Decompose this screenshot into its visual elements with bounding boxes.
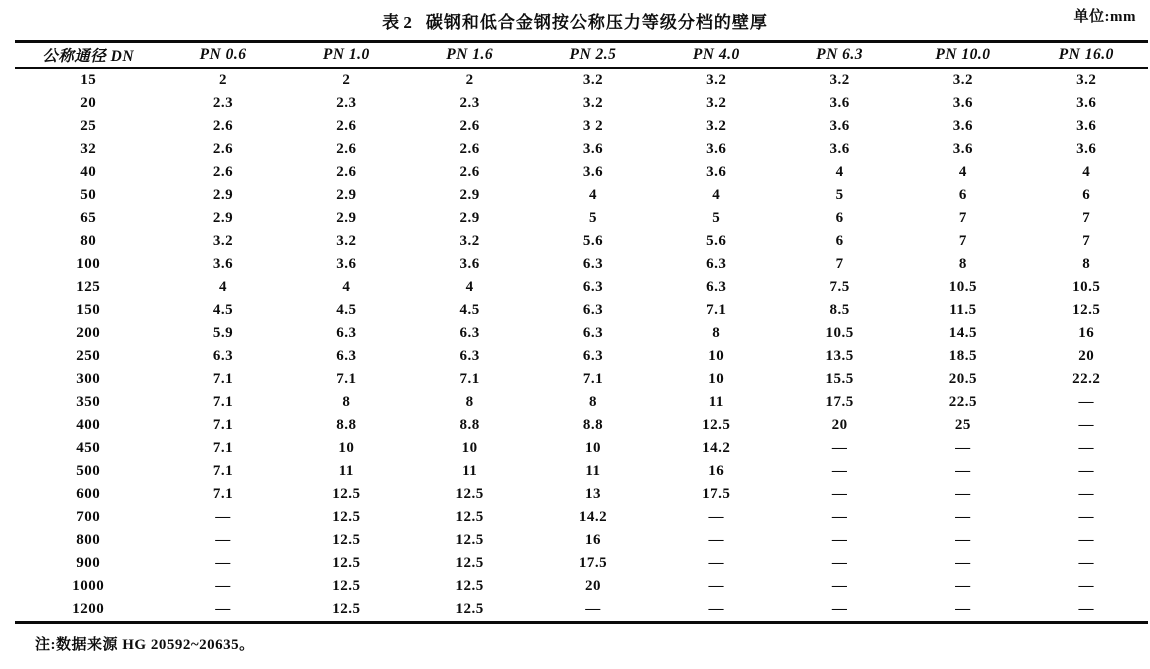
header-row <box>15 42 1148 69</box>
row-dn-value: 1000 <box>72 578 105 594</box>
table-row <box>15 391 1148 414</box>
table-row <box>15 598 1148 623</box>
thickness-cell: — <box>1078 532 1095 548</box>
thickness-cell: 12.5 <box>332 578 361 594</box>
thickness-cell: 2 <box>219 72 228 88</box>
thickness-cell: 6.3 <box>582 279 604 295</box>
thickness-cell: 7 <box>958 233 967 249</box>
thickness-cell: 20 <box>1078 348 1095 364</box>
row-dn-value: 600 <box>76 486 101 502</box>
thickness-cell: 25 <box>954 417 971 433</box>
thickness-cell: 3.6 <box>212 256 234 272</box>
thickness-cell: 7.1 <box>706 302 727 318</box>
thickness-cell: — <box>215 509 231 525</box>
thickness-cell: 6.3 <box>582 256 604 272</box>
thickness-cell: — <box>831 532 848 548</box>
thickness-cell: — <box>708 509 725 525</box>
thickness-cell: 2.3 <box>459 95 480 111</box>
thickness-cell: 6.3 <box>582 348 604 364</box>
thickness-cell: 3.2 <box>459 233 480 249</box>
thickness-cell: 3.6 <box>829 141 850 157</box>
thickness-cell: 14.2 <box>578 509 608 525</box>
thickness-cell: 4.5 <box>459 302 480 318</box>
table-row <box>15 575 1148 598</box>
thickness-cell: 12.5 <box>1072 302 1101 318</box>
thickness-cell: 3.2 <box>706 95 727 111</box>
thickness-cell: 3.2 <box>706 118 727 134</box>
thickness-cell: — <box>831 463 848 479</box>
row-dn-value: 80 <box>80 233 97 249</box>
thickness-cell: 18.5 <box>948 348 978 364</box>
thickness-cell: 10.5 <box>948 279 978 295</box>
thickness-cell: 8.5 <box>829 302 850 318</box>
table-row <box>15 184 1148 207</box>
thickness-cell: 2.6 <box>336 118 357 134</box>
column-header-pn: PN 0.6 <box>161 42 284 69</box>
thickness-cell: 3.6 <box>582 164 604 180</box>
thickness-cell: 3.2 <box>582 72 604 88</box>
thickness-cell: 6 <box>958 187 967 203</box>
thickness-cell: 12.5 <box>455 601 484 617</box>
thickness-cell: 11 <box>585 463 601 479</box>
column-header-pn: PN 6.3 <box>778 42 901 69</box>
table-row <box>15 437 1148 460</box>
thickness-cell: — <box>1078 394 1095 410</box>
thickness-cell: 7.1 <box>212 440 234 456</box>
thickness-cell: — <box>831 555 848 571</box>
thickness-cell: 4 <box>219 279 228 295</box>
thickness-cell: — <box>955 440 971 456</box>
table-title <box>0 8 1150 33</box>
thickness-cell: 3.6 <box>336 256 357 272</box>
thickness-cell: 2.9 <box>459 210 480 226</box>
thickness-cell: 4 <box>958 164 967 180</box>
row-dn-value: 700 <box>76 509 101 525</box>
row-dn-value: 15 <box>80 72 97 88</box>
column-header-pn: PN 10.0 <box>901 42 1024 69</box>
thickness-cell: 6.3 <box>212 348 234 364</box>
thickness-cell: — <box>831 486 848 502</box>
thickness-cell: — <box>1078 440 1095 456</box>
thickness-cell: 14.5 <box>948 325 978 341</box>
thickness-cell: — <box>1078 486 1095 502</box>
thickness-cell: — <box>708 555 725 571</box>
thickness-cell: 12.5 <box>332 509 361 525</box>
thickness-cell: 2.6 <box>459 118 480 134</box>
thickness-cell: 8.8 <box>459 417 480 433</box>
thickness-cell: — <box>955 578 971 594</box>
table-row <box>15 529 1148 552</box>
thickness-cell: 2.9 <box>459 187 480 203</box>
thickness-cell: 14.2 <box>702 440 731 456</box>
thickness-cell: 11 <box>462 463 478 479</box>
title-bar <box>0 0 1150 40</box>
row-dn-value: 800 <box>76 532 101 548</box>
thickness-cell: 15.5 <box>825 371 854 387</box>
thickness-cell: 4.5 <box>212 302 234 318</box>
row-dn-value: 500 <box>76 463 101 479</box>
thickness-cell: 2.6 <box>336 164 357 180</box>
row-dn-value: 40 <box>80 164 97 180</box>
thickness-cell: 5.6 <box>706 233 727 249</box>
thickness-cell: 2.6 <box>459 164 480 180</box>
thickness-cell: — <box>215 601 231 617</box>
thickness-cell: 22.5 <box>948 394 978 410</box>
thickness-cell: 2.9 <box>336 187 357 203</box>
thickness-cell: 3.2 <box>336 233 357 249</box>
thickness-cell: 3.6 <box>582 141 604 157</box>
thickness-cell: 2 <box>342 72 351 88</box>
thickness-cell: 5.6 <box>582 233 604 249</box>
thickness-cell: 8 <box>465 394 474 410</box>
table-row <box>15 276 1148 299</box>
column-header-pn: PN 16.0 <box>1025 42 1148 69</box>
thickness-cell: 2.9 <box>336 210 357 226</box>
thickness-cell: 4 <box>712 187 721 203</box>
thickness-cell: 8 <box>342 394 351 410</box>
table-caption: 碳钢和低合金钢按公称压力等级分档的壁厚 <box>425 13 768 32</box>
thickness-cell: 7.1 <box>212 417 234 433</box>
table-row <box>15 345 1148 368</box>
thickness-cell: 11 <box>708 394 724 410</box>
thickness-cell: 6.3 <box>706 256 727 272</box>
thickness-cell: 4 <box>1082 164 1091 180</box>
column-header-pn: PN 4.0 <box>655 42 778 69</box>
thickness-cell: 12.5 <box>332 486 361 502</box>
row-dn-value: 65 <box>80 210 97 226</box>
thickness-cell: 7.1 <box>212 463 234 479</box>
unit-label: 单位:mm <box>1073 9 1136 25</box>
thickness-cell: 12.5 <box>332 601 361 617</box>
thickness-cell: — <box>955 509 971 525</box>
thickness-cell: 4.5 <box>336 302 357 318</box>
row-dn-value: 1200 <box>72 601 105 617</box>
thickness-cell: 3.6 <box>1076 141 1097 157</box>
thickness-cell: 4 <box>342 279 351 295</box>
thickness-cell: 3.6 <box>459 256 480 272</box>
thickness-cell: 6 <box>835 233 844 249</box>
column-header-dn: 公称通径 DN <box>15 42 161 69</box>
thickness-cell: 3.6 <box>1076 95 1097 111</box>
thickness-cell: 3.6 <box>952 95 974 111</box>
thickness-cell: 2.9 <box>212 210 234 226</box>
table-note: 注:数据来源 HG 20592~20635。 <box>35 637 255 653</box>
table-body <box>15 68 1148 623</box>
thickness-cell: — <box>215 555 231 571</box>
thickness-cell: — <box>215 578 231 594</box>
thickness-cell: 4 <box>465 279 474 295</box>
thickness-cell: 17.5 <box>578 555 608 571</box>
row-dn-value: 200 <box>76 325 101 341</box>
table-row <box>15 414 1148 437</box>
thickness-cell: 3.6 <box>952 118 974 134</box>
table-row <box>15 115 1148 138</box>
row-dn-value: 350 <box>76 394 101 410</box>
thickness-cell: 20.5 <box>948 371 978 387</box>
thickness-cell: 13.5 <box>825 348 854 364</box>
thickness-cell: 2.6 <box>336 141 357 157</box>
row-dn-value: 250 <box>76 348 101 364</box>
table-row <box>15 253 1148 276</box>
thickness-cell: 6.3 <box>706 279 727 295</box>
thickness-cell: — <box>708 578 725 594</box>
thickness-cell: — <box>831 578 848 594</box>
thickness-cell: 7 <box>1082 233 1091 249</box>
thickness-cell: 2.6 <box>212 141 234 157</box>
thickness-cell: 16 <box>1078 325 1095 341</box>
thickness-cell: 7.5 <box>829 279 850 295</box>
thickness-cell: 2.6 <box>459 141 480 157</box>
row-dn-value: 900 <box>76 555 101 571</box>
table-header <box>15 42 1148 69</box>
thickness-cell: 7.1 <box>212 394 234 410</box>
row-dn-value: 32 <box>80 141 97 157</box>
wall-thickness-table <box>15 40 1148 624</box>
thickness-cell: 3.6 <box>829 95 850 111</box>
thickness-cell: 3.6 <box>952 141 974 157</box>
thickness-cell: 11 <box>338 463 354 479</box>
table-row <box>15 322 1148 345</box>
thickness-cell: 10 <box>708 371 725 387</box>
thickness-cell: 7.1 <box>459 371 480 387</box>
thickness-cell: 16 <box>584 532 601 548</box>
thickness-cell: 3.2 <box>582 95 604 111</box>
thickness-cell: 2.6 <box>212 118 234 134</box>
thickness-cell: — <box>585 601 601 617</box>
thickness-cell: 7 <box>958 210 967 226</box>
table-row <box>15 68 1148 92</box>
thickness-cell: — <box>831 509 848 525</box>
thickness-cell: 10 <box>338 440 355 456</box>
thickness-cell: 7.1 <box>212 486 234 502</box>
thickness-cell: 3.2 <box>829 72 850 88</box>
thickness-cell: — <box>1078 509 1095 525</box>
thickness-cell: — <box>215 532 231 548</box>
thickness-cell: 4 <box>835 164 844 180</box>
thickness-cell: 12.5 <box>455 532 484 548</box>
thickness-cell: 7 <box>835 256 844 272</box>
thickness-cell: 13 <box>584 486 601 502</box>
thickness-cell: 6.3 <box>582 302 604 318</box>
row-dn-value: 100 <box>76 256 101 272</box>
thickness-cell: — <box>708 601 725 617</box>
table-row <box>15 299 1148 322</box>
row-dn-value: 300 <box>76 371 101 387</box>
table-row <box>15 552 1148 575</box>
thickness-cell: — <box>955 555 971 571</box>
row-dn-value: 400 <box>76 417 101 433</box>
table-row <box>15 368 1148 391</box>
thickness-cell: 12.5 <box>332 555 361 571</box>
thickness-cell: 4 <box>588 187 597 203</box>
column-header-pn: PN 1.6 <box>408 42 531 69</box>
thickness-cell: 20 <box>831 417 848 433</box>
thickness-cell: — <box>1078 578 1095 594</box>
thickness-cell: 8.8 <box>582 417 604 433</box>
thickness-cell: 6 <box>1082 187 1091 203</box>
thickness-cell: 8 <box>588 394 597 410</box>
row-dn-value: 25 <box>80 118 97 134</box>
thickness-cell: 10 <box>708 348 725 364</box>
thickness-cell: 5 <box>712 210 721 226</box>
table-row <box>15 138 1148 161</box>
row-dn-value: 125 <box>76 279 101 295</box>
thickness-cell: 3 2 <box>582 118 604 134</box>
thickness-cell: — <box>955 532 971 548</box>
thickness-cell: 7 <box>1082 210 1091 226</box>
thickness-cell: — <box>1078 417 1095 433</box>
thickness-cell: 3.6 <box>1076 118 1097 134</box>
row-dn-value: 50 <box>80 187 97 203</box>
thickness-cell: 10.5 <box>1072 279 1101 295</box>
thickness-cell: 3.2 <box>1076 72 1097 88</box>
thickness-cell: — <box>955 463 971 479</box>
row-dn-value: 450 <box>76 440 101 456</box>
column-header-pn: PN 1.0 <box>285 42 408 69</box>
thickness-cell: — <box>1078 601 1095 617</box>
thickness-cell: 2.9 <box>212 187 234 203</box>
thickness-cell: — <box>1078 463 1095 479</box>
thickness-cell: — <box>955 486 971 502</box>
thickness-cell: 5.9 <box>212 325 234 341</box>
thickness-cell: 16 <box>708 463 725 479</box>
thickness-cell: — <box>831 601 848 617</box>
thickness-cell: 12.5 <box>455 486 484 502</box>
thickness-cell: 22.2 <box>1072 371 1101 387</box>
thickness-cell: 2 <box>465 72 474 88</box>
thickness-cell: 5 <box>835 187 844 203</box>
thickness-cell: 6 <box>835 210 844 226</box>
thickness-cell: 8.8 <box>336 417 357 433</box>
thickness-cell: 10.5 <box>825 325 854 341</box>
thickness-cell: 5 <box>588 210 597 226</box>
table-row <box>15 483 1148 506</box>
thickness-cell: 2.6 <box>212 164 234 180</box>
thickness-cell: 12.5 <box>332 532 361 548</box>
thickness-cell: — <box>708 532 725 548</box>
thickness-cell: — <box>831 440 848 456</box>
thickness-cell: 2.3 <box>212 95 234 111</box>
thickness-cell: 3.6 <box>829 118 850 134</box>
thickness-cell: 3.6 <box>706 141 727 157</box>
thickness-cell: 12.5 <box>455 578 484 594</box>
table-row <box>15 161 1148 184</box>
thickness-cell: 6.3 <box>336 325 357 341</box>
thickness-cell: 20 <box>584 578 601 594</box>
thickness-cell: — <box>955 601 971 617</box>
thickness-cell: 8 <box>712 325 721 341</box>
table-row <box>15 207 1148 230</box>
thickness-cell: 8 <box>958 256 967 272</box>
thickness-cell: 6.3 <box>459 325 480 341</box>
thickness-cell: 6.3 <box>582 325 604 341</box>
thickness-cell: 3.6 <box>706 164 727 180</box>
row-dn-value: 150 <box>76 302 101 318</box>
thickness-cell: — <box>1078 555 1095 571</box>
thickness-cell: 7.1 <box>582 371 604 387</box>
thickness-cell: 10 <box>584 440 601 456</box>
table-row <box>15 92 1148 115</box>
table-number: 表 2 <box>382 13 412 32</box>
thickness-cell: 8 <box>1082 256 1091 272</box>
table-row <box>15 506 1148 529</box>
table-row <box>15 230 1148 253</box>
thickness-cell: 11.5 <box>949 302 977 318</box>
thickness-cell: 6.3 <box>336 348 357 364</box>
thickness-cell: 3.2 <box>706 72 727 88</box>
column-header-pn: PN 2.5 <box>531 42 654 69</box>
table-row <box>15 460 1148 483</box>
thickness-cell: 17.5 <box>702 486 731 502</box>
row-dn-value: 20 <box>80 95 97 111</box>
thickness-cell: 10 <box>461 440 478 456</box>
thickness-cell: 3.2 <box>212 233 234 249</box>
thickness-cell: 2.3 <box>336 95 357 111</box>
thickness-cell: 6.3 <box>459 348 480 364</box>
thickness-cell: 7.1 <box>336 371 357 387</box>
thickness-cell: 12.5 <box>455 509 484 525</box>
thickness-cell: 17.5 <box>825 394 854 410</box>
thickness-cell: 3.2 <box>952 72 974 88</box>
thickness-cell: 12.5 <box>455 555 484 571</box>
thickness-cell: 12.5 <box>702 417 731 433</box>
thickness-cell: 7.1 <box>212 371 234 387</box>
